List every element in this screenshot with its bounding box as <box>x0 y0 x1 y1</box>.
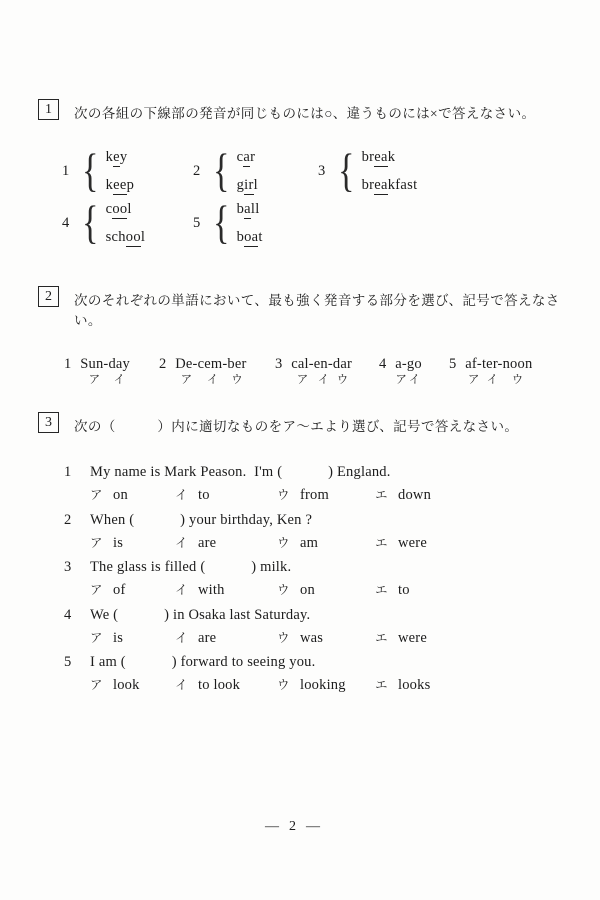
options-row <box>90 484 578 507</box>
word-segment: p <box>126 176 135 193</box>
syllable: ber <box>227 356 247 372</box>
question-text: We ( ) in Osaka last Saturday. <box>90 606 311 623</box>
options-row <box>90 627 578 650</box>
brace-glyph: { <box>213 197 230 249</box>
option-label: of <box>113 582 126 598</box>
word <box>237 202 263 218</box>
stress-mark: ア <box>180 374 193 386</box>
stress-mark: ア <box>88 374 101 386</box>
option-kana: ウ <box>277 678 290 692</box>
section1-number-box <box>38 99 59 120</box>
option-label: look <box>113 677 140 693</box>
pair-number: 2 <box>193 163 201 179</box>
option <box>277 484 375 507</box>
pair-words <box>362 150 418 194</box>
word <box>362 178 418 194</box>
option-kana: エ <box>375 678 388 692</box>
stress-mark: ア <box>467 374 480 386</box>
option <box>277 532 375 555</box>
stress-mark: ウ <box>511 374 524 386</box>
section3-number-box <box>38 412 59 433</box>
option-label: from <box>300 487 329 503</box>
option-kana: ア <box>90 678 103 692</box>
word <box>106 150 135 166</box>
stress-word-table <box>80 356 130 388</box>
option-label: were <box>398 534 427 551</box>
question-number: 4 <box>64 606 72 623</box>
option-kana: エ <box>375 488 388 502</box>
word-segment: b <box>236 228 245 245</box>
underlined-letters: oo <box>112 200 128 217</box>
section2-title: 次のそれぞれの単語において、最も強く発音する部分を選び、記号で答えなさい。 <box>74 293 560 328</box>
word-segment: l <box>140 228 146 245</box>
brace-glyph: { <box>82 145 99 197</box>
option <box>175 532 277 555</box>
syllable: go <box>406 356 422 372</box>
option-label: looking <box>300 677 346 693</box>
stress-item-number: 1 <box>64 356 72 372</box>
pronunciation-pairs <box>38 145 578 252</box>
word <box>106 178 135 194</box>
underlined-letters: ir <box>244 176 254 193</box>
stress-item <box>159 356 275 388</box>
option-kana: エ <box>375 535 388 550</box>
section3-number: 3 <box>45 414 52 430</box>
option-label: was <box>300 629 324 646</box>
option-kana: ア <box>90 630 103 645</box>
option <box>175 484 277 507</box>
syllable-row <box>291 356 352 373</box>
section3-header <box>38 412 578 435</box>
word-segment: l <box>127 200 132 217</box>
word-segment: r <box>250 148 256 165</box>
option-label: with <box>198 582 225 598</box>
word <box>237 230 263 246</box>
option-kana: ア <box>90 488 103 502</box>
word-segment: sch <box>105 228 126 245</box>
option <box>90 579 175 602</box>
option-label: on <box>300 582 315 598</box>
word-segment: k <box>105 148 114 165</box>
word-segment: l <box>253 176 258 193</box>
word-pair <box>193 197 263 249</box>
syllable-row <box>80 356 130 373</box>
stress-mark-row <box>465 373 532 388</box>
stress-item <box>275 356 379 388</box>
option <box>90 532 175 555</box>
question-number: 3 <box>64 559 72 575</box>
pair-number: 4 <box>62 215 70 231</box>
section2-number: 2 <box>45 288 52 304</box>
option-kana: イ <box>175 678 188 692</box>
word <box>362 150 418 166</box>
underlined-letters: ea <box>374 148 388 165</box>
option <box>90 627 175 650</box>
question-number: 1 <box>64 464 72 480</box>
option-kana: エ <box>375 583 388 597</box>
brace-glyph: { <box>338 145 355 197</box>
option <box>90 484 175 507</box>
word-segment: br <box>361 176 375 193</box>
stress-mark: イ <box>206 374 219 386</box>
option-kana: エ <box>375 630 388 645</box>
syllable: ter- <box>481 356 503 372</box>
section3-title: 次の（ ）内に適切なものをア～エより選び、記号で答えなさい。 <box>74 419 519 434</box>
option-kana: ウ <box>277 583 290 597</box>
word-segment: ll <box>250 200 260 217</box>
question-number: 5 <box>64 654 72 670</box>
word-segment: b <box>236 200 245 217</box>
pair-words <box>106 150 135 194</box>
syllable: en- <box>313 356 333 372</box>
stress-mark-row <box>80 373 130 388</box>
stress-item-number: 4 <box>379 356 387 372</box>
stress-item <box>64 356 159 388</box>
option-label: were <box>398 629 427 646</box>
syllable-row <box>175 356 246 373</box>
option-kana: ウ <box>277 488 290 502</box>
syllable-row <box>395 356 422 373</box>
underlined-letters: ee <box>113 176 127 193</box>
syllable-row <box>465 356 532 373</box>
stress-mark: イ <box>408 374 421 386</box>
option-kana: イ <box>175 535 188 550</box>
word-segment: g <box>236 176 245 193</box>
pair-number: 5 <box>193 215 201 231</box>
word <box>106 202 146 218</box>
stress-word-table <box>291 356 352 388</box>
word-segment: c <box>105 200 113 217</box>
question-line <box>64 508 578 532</box>
syllable: day <box>108 356 130 372</box>
option-label: to <box>198 487 210 503</box>
option <box>375 579 578 602</box>
stress-mark: ウ <box>231 374 243 386</box>
option-label: is <box>113 629 124 646</box>
word <box>237 150 258 166</box>
syllable: af- <box>465 356 482 372</box>
question-line <box>64 555 578 579</box>
word-segment: t <box>258 228 263 245</box>
question-number: 2 <box>64 511 72 528</box>
question-row <box>64 508 578 555</box>
word-pair <box>62 145 135 197</box>
syllable: Sun- <box>80 356 109 372</box>
underlined-letters: a <box>243 148 251 165</box>
stress-words-row <box>64 356 578 388</box>
word-pair <box>318 145 418 197</box>
option-label: are <box>198 534 217 551</box>
option <box>277 627 375 650</box>
word-segment: k <box>387 148 396 165</box>
options-row <box>90 532 578 555</box>
word-pair <box>62 197 146 249</box>
options-row <box>90 579 578 602</box>
questions-list <box>64 460 578 697</box>
word-segment: k <box>105 176 114 193</box>
pairs-row <box>38 145 578 200</box>
pair-words <box>106 202 146 246</box>
stress-item-number: 2 <box>159 356 167 372</box>
option-kana: イ <box>175 630 188 645</box>
pair-number: 3 <box>318 163 326 179</box>
stress-word-table <box>465 356 532 388</box>
syllable: a- <box>395 356 407 372</box>
stress-mark: ア <box>296 374 309 386</box>
stress-mark-row <box>175 373 246 388</box>
page-number: — 2 — <box>265 819 321 834</box>
section1-title: 次の各組の下線部の発音が同じものには○、違うものには×で答えなさい。 <box>74 106 536 121</box>
option-kana: ウ <box>277 630 290 645</box>
stress-item <box>379 356 449 388</box>
pairs-row <box>38 197 578 252</box>
stress-item-number: 3 <box>275 356 283 372</box>
option-label: is <box>113 534 124 551</box>
underlined-letters: a <box>244 200 251 217</box>
question-text: When ( ) your birthday, Ken ? <box>90 511 313 528</box>
section1-number: 1 <box>45 101 52 117</box>
options-row <box>90 674 578 697</box>
section-fill-blank <box>38 412 578 698</box>
option-label: are <box>198 629 217 646</box>
underlined-letters: ea <box>374 176 388 193</box>
stress-mark: ア <box>395 374 407 386</box>
option <box>175 627 277 650</box>
question-line <box>64 603 578 627</box>
word <box>237 178 258 194</box>
option-kana: イ <box>175 488 188 502</box>
option <box>90 674 175 697</box>
stress-mark: イ <box>486 374 499 386</box>
question-line <box>64 460 578 484</box>
option <box>277 674 375 697</box>
word-segment: y <box>119 148 128 165</box>
question-text: My name is Mark Peason. I'm ( ) England. <box>90 464 391 480</box>
option-kana: ウ <box>277 535 290 550</box>
word-segment: kfast <box>387 176 418 193</box>
option-label: down <box>398 487 432 503</box>
pair-words <box>237 150 258 194</box>
question-row <box>64 555 578 602</box>
option-kana: イ <box>175 583 188 597</box>
question-text: I am ( ) forward to seeing you. <box>90 654 316 670</box>
stress-mark: ウ <box>336 374 349 386</box>
option <box>375 484 578 507</box>
stress-mark: イ <box>317 374 330 386</box>
section2-number-box <box>38 286 59 307</box>
word-segment: br <box>361 148 375 165</box>
stress-item-number: 5 <box>449 356 457 372</box>
option <box>375 532 578 555</box>
word-pair <box>193 145 258 197</box>
syllable: De- <box>175 356 198 372</box>
option <box>277 579 375 602</box>
syllable: noon <box>502 356 533 372</box>
syllable: cem- <box>197 356 228 372</box>
syllable: cal- <box>291 356 314 372</box>
section-stress <box>38 286 578 388</box>
option-kana: ア <box>90 583 103 597</box>
underlined-letters: oo <box>125 228 141 245</box>
stress-mark-row <box>395 373 422 388</box>
option <box>375 627 578 650</box>
section2-header <box>38 286 578 329</box>
pair-words <box>237 202 263 246</box>
word <box>106 230 146 246</box>
question-row <box>64 603 578 650</box>
question-text: The glass is filled ( ) milk. <box>90 559 292 575</box>
section-pronunciation <box>38 99 578 252</box>
option-label: on <box>113 487 128 503</box>
stress-mark: イ <box>113 374 125 386</box>
word-segment: c <box>236 148 244 165</box>
stress-item <box>449 356 532 388</box>
brace-glyph: { <box>213 145 230 197</box>
option <box>375 674 578 697</box>
section1-header <box>38 99 578 122</box>
option-label: looks <box>398 677 431 693</box>
stress-mark-row <box>291 373 352 388</box>
option <box>175 579 277 602</box>
brace-glyph: { <box>82 197 99 249</box>
pair-number: 1 <box>62 163 70 179</box>
underlined-letters: oa <box>244 228 259 245</box>
question-row <box>64 460 578 507</box>
syllable: dar <box>332 356 353 372</box>
option-label: to <box>398 582 410 598</box>
option-label: am <box>300 534 319 551</box>
option-label: to look <box>198 677 241 693</box>
stress-word-table <box>395 356 422 388</box>
question-row <box>64 650 578 697</box>
stress-word-table <box>175 356 246 388</box>
option <box>175 674 277 697</box>
underlined-letters: e <box>113 148 120 165</box>
question-line <box>64 650 578 674</box>
option-kana: ア <box>90 535 103 550</box>
